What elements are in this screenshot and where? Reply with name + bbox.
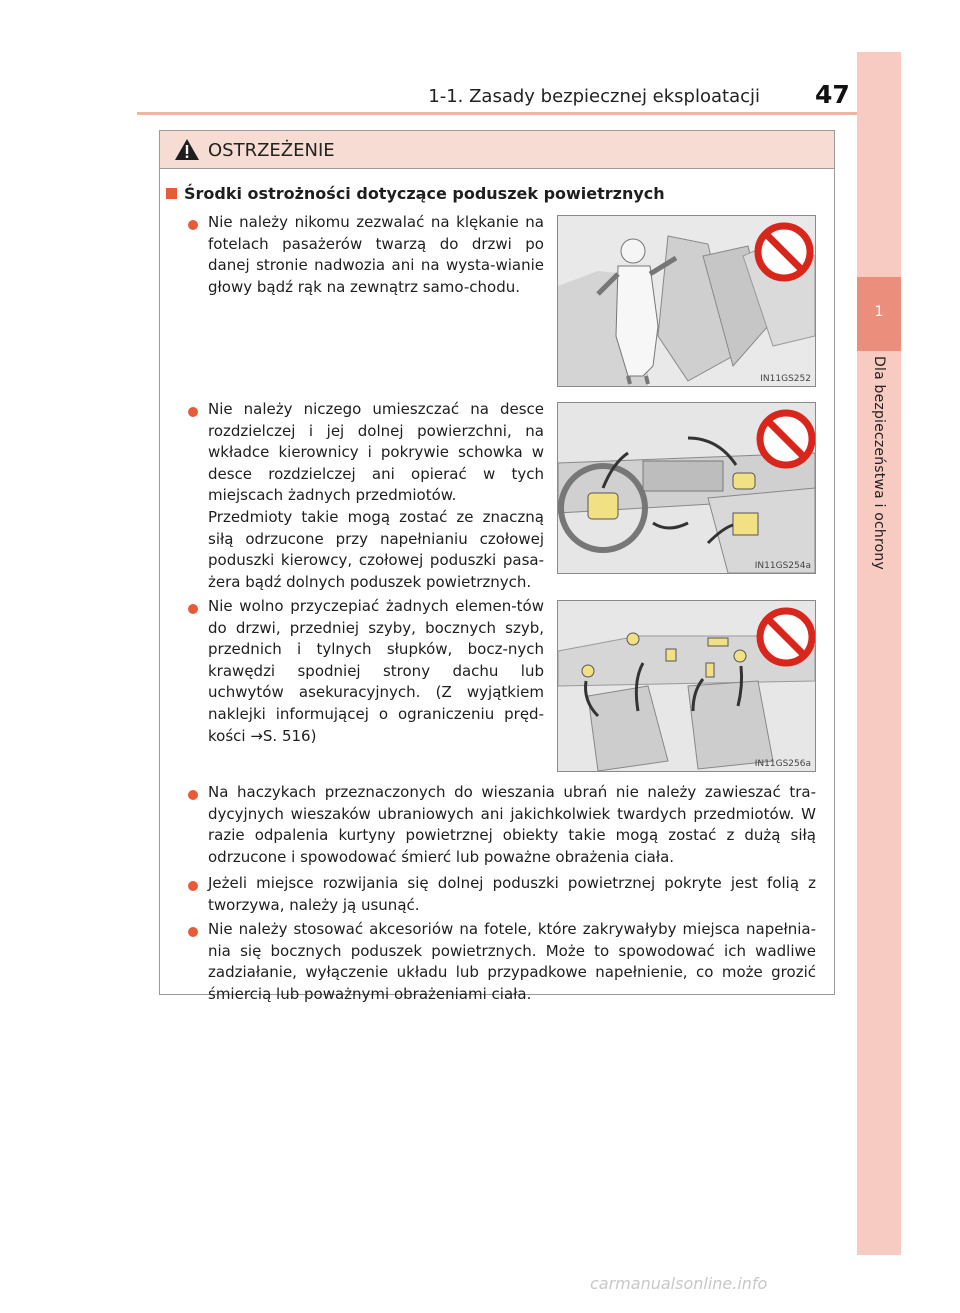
- page-number: 47: [815, 80, 850, 109]
- figure-kneeling-on-seat: [557, 215, 816, 387]
- list-item-text: Nie należy niczego umieszczać na desce rozdzielczej i jej dolnej powierzchni, na wkładce kierownicy i pokrywie schowka w desce rozdzielczej ani opierać w tych miejscach żadnych przedmiotów.: [208, 400, 544, 505]
- list-item-text: Jeżeli miejsce rozwijania się dolnej poduszki powietrznej pokryte jest folią z tworzywa, należy ją usunąć.: [208, 874, 816, 914]
- bullet-icon: [188, 927, 198, 937]
- warning-triangle-icon: [174, 138, 200, 161]
- chapter-number: 1: [857, 277, 901, 351]
- bullet-icon: [188, 604, 198, 614]
- bullet-icon: [188, 881, 198, 891]
- list-item: [208, 782, 816, 868]
- figure-interior-attachments: [557, 600, 816, 772]
- list-item-text: Na haczykach przeznaczonych do wieszania ubrań nie należy zawieszać tra-dycyjnych wieszaków ubraniowych ani jakichkolwiek twardych przedmiotów. W razie odpalenia kurtyny powietrznej obiekty takie mogą zostać z dużą siłą odrzucone i spowodować śmierć lub poważne obrażenia ciała.: [208, 783, 816, 866]
- watermark: carmanualsonline.info: [590, 1274, 768, 1293]
- list-item: [208, 399, 544, 593]
- bullet-icon: [188, 407, 198, 417]
- chapter-label-text: Dla bezpieczeństwa i ochrony: [871, 356, 887, 570]
- warning-title: OSTRZEŻENIE: [208, 140, 335, 161]
- list-item-text: Przedmioty takie mogą zostać ze znaczną siłą odrzucone przy napełnianiu czołowej poduszki kierowcy, czołowej poduszki pasa-żera bądź dolnych poduszek powietrznych.: [208, 507, 544, 591]
- list-item: [208, 212, 544, 298]
- illustration-dashboard-icon: [558, 403, 815, 573]
- list-item: [208, 596, 544, 747]
- bullet-icon: [188, 790, 198, 800]
- header-divider: [137, 112, 857, 115]
- list-item-text: Nie należy stosować akcesoriów na fotele, które zakrywałyby miejsca napełnia-nia się bocznych poduszek powietrznych. Może to spowodować ich wadliwe zadziałanie, wyłączenie układu lub przypadkowe napełnienie, co może grozić śmiercią lub poważnymi obrażeniami ciała.: [208, 920, 816, 1003]
- illustration-interior-icon: [558, 601, 815, 771]
- section-heading: [166, 184, 665, 203]
- figure-code: IN11GS256a: [754, 759, 811, 769]
- figure-dashboard-objects: [557, 402, 816, 574]
- list-item-text: Nie należy nikomu zezwalać na klękanie na fotelach pasażerów twarzą do drzwi po danej stronie nadwozia ani na wysta-wianie głowy bądź rąk na zewnątrz samo-chodu.: [208, 213, 544, 296]
- list-item-text: Nie wolno przyczepiać żadnych elemen-tów do drzwi, przedniej szyby, bocznych szyb, przednich i tylnych słupków, bocz-nych krawędzi spodniej strony dachu lub uchwytów asekuracyjnych. (Z wyjątkiem naklejki informującej o ograniczeniu pręd-kości →S. 516): [208, 597, 544, 745]
- list-item: [208, 919, 816, 1005]
- figure-code: IN11GS252: [760, 374, 811, 384]
- section-heading-text: Środki ostrożności dotyczące poduszek powietrznych: [184, 184, 665, 203]
- bullet-icon: [188, 220, 198, 230]
- figure-code: IN11GS254a: [754, 561, 811, 571]
- section-square-icon: [166, 188, 177, 199]
- header-section-title: 1-1. Zasady bezpiecznej eksploatacji: [428, 86, 760, 107]
- warning-header: [160, 131, 834, 169]
- chapter-side-tab: [857, 52, 901, 1255]
- list-item: [208, 873, 816, 916]
- chapter-label: [856, 350, 902, 640]
- illustration-kneeling-passenger-icon: [558, 216, 815, 386]
